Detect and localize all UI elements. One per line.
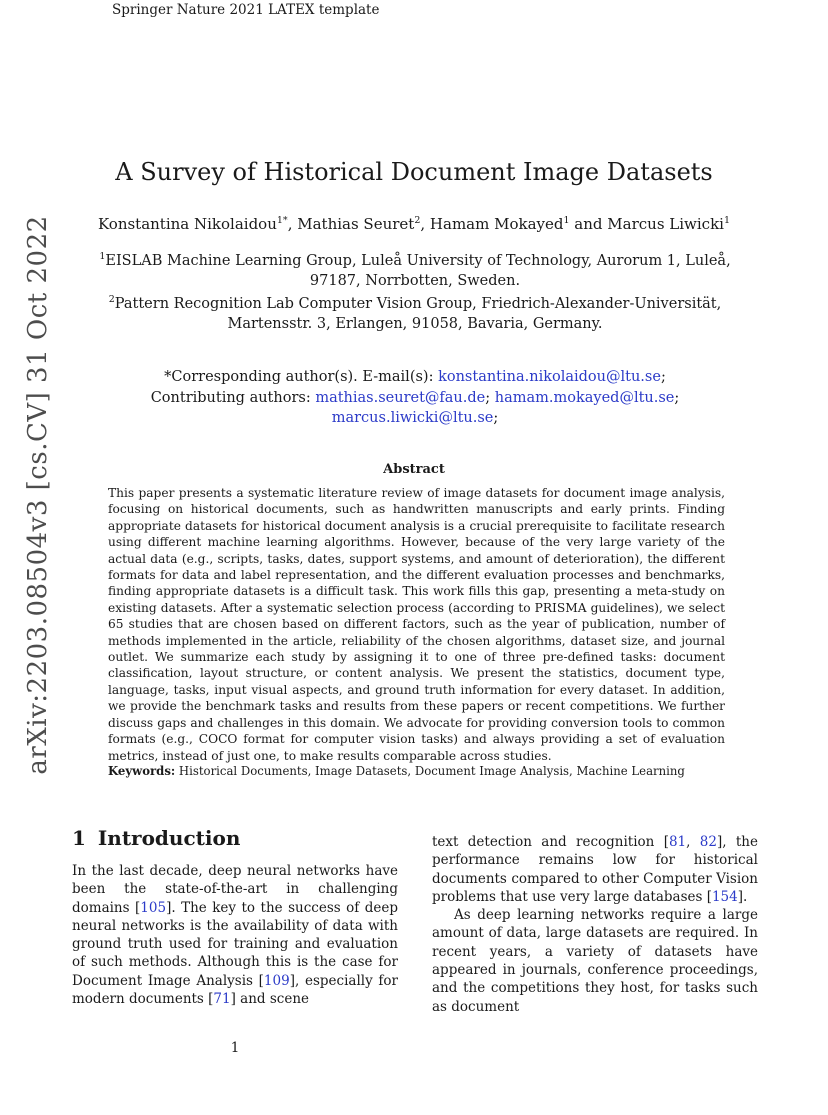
author-affil-mark: 1* [276, 215, 288, 226]
paper-title: A Survey of Historical Document Image Datasets [115, 158, 713, 186]
abstract-text: This paper presents a systematic literature review of image datasets for document image analysis, focusing on historical documents, such as handwritten manuscripts and early prints. Finding appropriate datasets for historical document analysis is a crucial prerequisite to facilitate research using different machine learning algorithms. However, because of the very large variety of the actual data (e.g., scripts, tasks, dates, support systems, and amount of deterioration), the different formats for data and label representation, and the different evaluation processes and benchmarks, finding appropriate datasets is a difficult task. This work fills this gap, presenting a meta-study on existing datasets. After a systematic selection process (according to PRISMA guidelines), we select 65 studies that are chosen based on different factors, such as the year of publication, number of methods implemented in the article, reliability of the chosen algorithms, dataset size, and journal outlet. We summarize each study by assigning it to one of three pre-defined tasks: document classification, layout structure, or content analysis. We present the statistics, document type, language, tasks, input visual aspects, and ground truth information for every dataset. In addition, we provide the benchmark tasks and results from these papers or recent competitions. We further discuss gaps and challenges in this domain. We advocate for providing conversion tools to common formats (e.g., COCO format for computer vision tasks) and always providing a set of evaluation metrics, instead of just one, to make results comparable across studies. [108, 486, 725, 763]
body-text: ]. The key to the success of deep neural networks is the availability of data with ground truth used for training and evaluation of such methods. Although this is the case for Document Image Analysis [ [72, 899, 398, 989]
body-text: ], especially for modern documents [ [72, 972, 398, 1008]
affil-text: EISLAB Machine Learning Group, Luleå University of Technology, Aurorum 1, Luleå, 97187, Norrbotten, Sweden. [105, 252, 731, 290]
contrib-label: Contributing authors: [150, 389, 316, 406]
page-number: 1 [230, 1040, 240, 1056]
affiliation-2 [90, 290, 740, 335]
author-list: Konstantina Nikolaidou$^{1*}$, Mathias Seuret$^2$, Hamam Mokayed$^1$ and Marcus Liwicki$^1$ [97, 215, 731, 233]
body-column-right [432, 833, 758, 1016]
header-suffix: template [314, 2, 380, 18]
author-affil-mark: 2 [414, 215, 421, 226]
keywords-text: Historical Documents, Image Datasets, Document Image Analysis, Machine Learning [175, 764, 685, 778]
body-text: text detection and recognition [ [432, 834, 669, 850]
corr-label: *Corresponding author(s). E-mail(s): [164, 369, 439, 385]
section-number: 1 [72, 826, 86, 850]
section-heading [72, 826, 240, 850]
citation-link[interactable]: 109 [263, 972, 290, 989]
body-text: ] and scene [230, 991, 310, 1008]
body-text: ]. [737, 888, 748, 905]
abstract-heading: Abstract [383, 462, 445, 477]
citation-link[interactable]: 105 [140, 899, 167, 916]
citation-link[interactable]: 81 [668, 834, 687, 850]
body-paragraph: As deep learning networks require a large amount of data, large datasets are required. In recent years, a variety of datasets have appeared in journals, conference proceedings, and the competitions they host, for tasks such as document [432, 907, 758, 1015]
author-affil-mark: 1 [563, 215, 570, 226]
author-name: Konstantina Nikolaidou [97, 215, 277, 233]
author-affil-mark: 1 [723, 215, 731, 226]
keywords-label: Keywords: [108, 764, 176, 778]
body-text: In the last decade, deep neural networks have been the state-of-the-art in challenging domains [ [72, 863, 398, 916]
citation-link[interactable]: 82 [699, 834, 717, 850]
affiliation-1 [90, 247, 740, 292]
latex-logo: LATEX [268, 2, 315, 18]
citation-link[interactable]: 154 [711, 888, 738, 905]
arxiv-stamp[interactable]: arXiv:2203.08504v3 [cs.CV] 31 Oct 2022 [23, 215, 53, 775]
affil-mark: 2 [108, 294, 115, 305]
author-name: Mathias Seuret [297, 215, 415, 233]
body-text: ], the performance remains low for historical documents compared to other Computer Vision problems that use very large databases [ [432, 834, 758, 905]
correspondence-block: *Corresponding author(s). E-mail(s): konstantina.nikolaidou@ltu.se; Contributing authors: mathias.seuret@fau.de; hamam.mokayed@ltu.se; marcus.liwicki@ltu.se; [150, 369, 680, 426]
keywords [108, 764, 728, 778]
corr-email-link[interactable]: konstantina.nikolaidou@ltu.se [438, 369, 661, 385]
affil-text: Pattern Recognition Lab Computer Vision Group, Friedrich-Alexander-Universität, Martensstr. 3, Erlangen, 91058, Bavaria, Germany. [114, 295, 722, 333]
contrib-email-link[interactable]: hamam.mokayed@ltu.se [494, 389, 675, 406]
contrib-email-link[interactable]: marcus.liwicki@ltu.se [331, 410, 494, 426]
running-header [112, 2, 379, 18]
affil-mark: 1 [99, 251, 106, 262]
body-column-left [72, 862, 398, 1008]
section-title: Introduction [97, 826, 241, 850]
author-name: Hamam Mokayed [429, 215, 564, 233]
author-name: Marcus Liwicki [607, 215, 724, 233]
body-text: , [686, 834, 700, 850]
contrib-email-link[interactable]: mathias.seuret@fau.de [315, 389, 486, 406]
citation-link[interactable]: 71 [213, 991, 231, 1008]
header-prefix: Springer Nature 2021 [112, 2, 269, 18]
